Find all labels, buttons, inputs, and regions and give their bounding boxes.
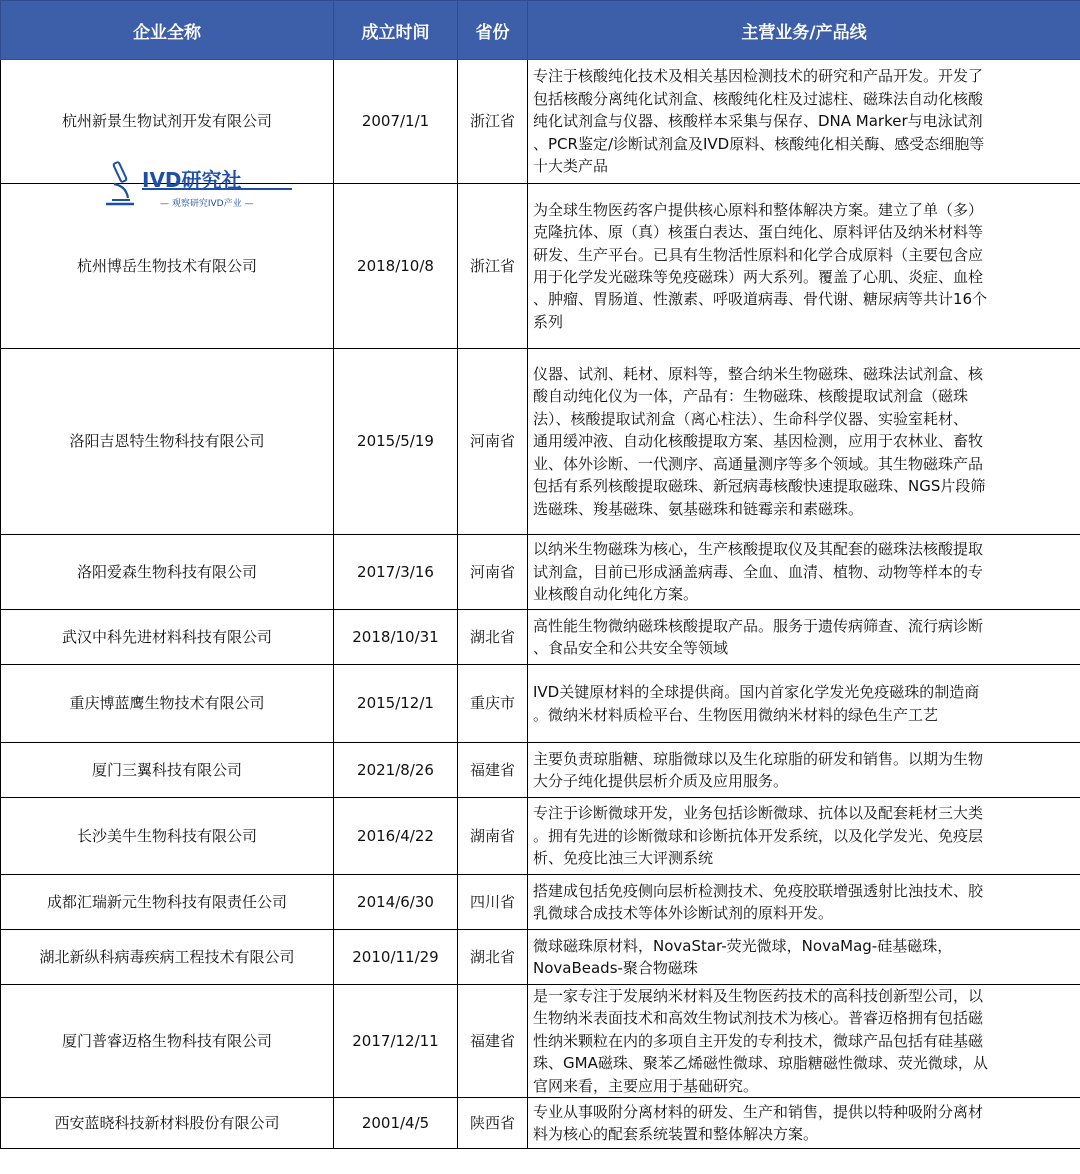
business-line: 、PCR鉴定/诊断试剂盒及IVD原料、核酸纯化相关酶、感受态细胞等 [533,134,985,153]
table-row [1,184,1080,349]
business-cell [528,535,1080,610]
header-business: 主营业务/产品线 [528,1,1080,60]
table-row [1,798,1080,875]
province-cell: 河南省 [458,535,528,610]
business-line: 纯化试剂盒与仪器、核酸样本采集与保存、DNA Marker与电泳试剂 [533,112,983,131]
header-founded: 成立时间 [334,1,458,60]
province-cell: 河南省 [458,349,528,535]
founded-cell: 2015/5/19 [334,349,458,535]
business-line: 选磁珠、羧基磁珠、氨基磁珠和链霉亲和素磁珠。 [533,499,864,518]
business-line: 酸自动纯化仪为一体，产品有：生物磁珠、核酸提取试剂盒（磁珠 [533,387,969,406]
business-cell [528,743,1080,798]
founded-cell: 2001/4/5 [334,1098,458,1149]
business-line: 包括核酸分离纯化试剂盒、核酸纯化柱及过滤柱、磁珠法自动化核酸 [533,89,984,108]
table-row [1,1098,1080,1149]
business-line: 业核酸自动化纯化方案。 [533,585,699,604]
business-line: 析、免疫比浊三大评测系统 [533,849,714,868]
business-line: IVD关键原材料的全球提供商。国内首家化学发光免疫磁珠的制造商 [533,683,980,702]
business-cell [528,875,1080,930]
founded-cell: 2016/4/22 [334,798,458,875]
business-line: 是一家专注于发展纳米材料及生物医药技术的高科技创新型公司，以 [533,987,984,1005]
company-cell: 长沙美牛生物科技有限公司 [1,798,334,875]
business-line: 主要负责琼脂糖、琼脂微球以及生化琼脂的研发和销售。以期为生物 [533,749,984,768]
business-cell [528,60,1080,184]
header-province: 省份 [458,1,528,60]
business-cell [528,349,1080,535]
company-cell: 杭州新景生物试剂开发有限公司 [1,60,334,184]
business-line: 。拥有先进的诊断微球和诊断抗体开发系统，以及化学发光、免疫层 [533,826,984,845]
province-cell: 四川省 [458,875,528,930]
founded-cell: 2017/3/16 [334,535,458,610]
business-line: 官网来看，主要应用于基础研究。 [533,1076,759,1095]
business-line: 料为核心的配套系统装置和整体解决方案。 [533,1125,819,1144]
business-line: 专注于诊断微球开发，业务包括诊断微球、抗体以及配套耗材三大类 [533,804,984,823]
province-cell: 福建省 [458,743,528,798]
business-line: 十大类产品 [533,157,609,176]
business-line: 、肿瘤、胃肠道、性激素、呼吸道病毒、骨代谢、糖尿病等共计16个 [533,290,988,309]
table-row [1,875,1080,930]
business-line: 珠、GMA磁珠、聚苯乙烯磁性微球、琼脂糖磁性微球、荧光微球，从 [533,1054,988,1073]
province-cell: 湖北省 [458,930,528,985]
business-line: 搭建成包括免疫侧向层析检测技术、免疫胶联增强透射比浊技术、胶 [533,881,984,900]
company-cell: 重庆博蓝鹰生物技术有限公司 [1,665,334,743]
business-line: 微球磁珠原材料，NovaStar-荧光微球，NovaMag-硅基磁珠， [533,936,953,955]
business-cell [528,985,1080,1098]
business-cell [528,930,1080,985]
company-cell: 厦门三翼科技有限公司 [1,743,334,798]
table-row [1,665,1080,743]
business-line: 生物纳米表面技术和高效生物试剂技术为核心。普睿迈格拥有包括磁 [533,1009,984,1028]
business-line: 。微纳米材料质检平台、生物医用微纳米材料的绿色生产工艺 [533,705,939,724]
table-row [1,535,1080,610]
founded-cell: 2021/8/26 [334,743,458,798]
business-line: 包括有系列核酸提取磁珠、新冠病毒核酸快速提取磁珠、NGS片段筛 [533,477,986,496]
province-cell: 福建省 [458,985,528,1098]
company-cell: 武汉中科先进材料科技有限公司 [1,610,334,665]
table-row [1,60,1080,184]
founded-cell: 2014/6/30 [334,875,458,930]
business-line: 大分子纯化提供层析介质及应用服务。 [533,772,789,790]
business-line: 研发、生产平台。已具有生物活性原料和化学合成原料（主要包含应 [533,245,984,264]
province-cell: 湖北省 [458,610,528,665]
business-cell [528,798,1080,875]
province-cell: 浙江省 [458,60,528,184]
business-line: 克隆抗体、原（真）核蛋白表达、蛋白纯化、原料评估及纳米材料等 [533,223,984,242]
company-cell: 厦门普睿迈格生物科技有限公司 [1,985,334,1098]
business-line: 业、体外诊断、一代测序、高通量测序等多个领域。其生物磁珠产品 [533,454,984,473]
founded-cell: 2018/10/8 [334,184,458,349]
business-line: 用于化学发光磁珠等免疫磁珠）两大系列。覆盖了心肌、炎症、血栓 [533,268,984,286]
watermark-subtitle: — 观察研究IVD产业 — [160,199,254,209]
business-line: 为全球生物医药客户提供核心原料和整体解决方案。建立了单（多） [533,200,984,219]
company-cell: 杭州博岳生物技术有限公司 [1,184,334,349]
watermark-title: IVD研究社 [142,168,242,192]
table-row [1,610,1080,665]
business-line: 、食品安全和公共安全等领域 [533,639,729,657]
business-line: 仪器、试剂、耗材、原料等，整合纳米生物磁珠、磁珠法试剂盒、核 [533,365,984,384]
business-line: 以纳米生物磁珠为核心，生产核酸提取仪及其配套的磁珠法核酸提取 [533,540,984,559]
table-row [1,349,1080,535]
province-cell: 重庆市 [458,665,528,743]
founded-cell: 2007/1/1 [334,60,458,184]
table-body [1,60,1080,1149]
business-line: 通用缓冲液、自动化核酸提取方案、基因检测，应用于农林业、畜牧 [533,432,984,451]
founded-cell: 2018/10/31 [334,610,458,665]
business-line: 专注于核酸纯化技术及相关基因检测技术的研究和产品开发。开发了 [533,67,984,86]
company-cell: 湖北新纵科病毒疾病工程技术有限公司 [1,930,334,985]
header-row [1,1,1080,60]
founded-cell: 2017/12/11 [334,985,458,1098]
company-cell: 洛阳爱森生物科技有限公司 [1,535,334,610]
business-line: NovaBeads-聚合物磁珠 [533,959,698,977]
table-row [1,743,1080,798]
business-line: 性纳米颗粒在内的多项自主开发的专利技术，微球产品包括有硅基磁 [533,1031,984,1050]
table-row [1,930,1080,985]
founded-cell: 2015/12/1 [334,665,458,743]
founded-cell: 2010/11/29 [334,930,458,985]
business-line: 乳微球合成技术等体外诊断试剂的原料开发。 [533,904,834,922]
province-cell: 陕西省 [458,1098,528,1149]
company-cell: 西安蓝晓科技新材料股份有限公司 [1,1098,334,1149]
business-line: 法）、核酸提取试剂盒（离心柱法）、生命科学仪器、实验室耗材、 [533,409,969,428]
province-cell: 浙江省 [458,184,528,349]
business-line: 高性能生物微纳磁珠核酸提取产品。服务于遗传病筛查、流行病诊断 [533,616,984,635]
table-row [1,985,1080,1098]
business-cell [528,610,1080,665]
company-cell: 洛阳吉恩特生物科技有限公司 [1,349,334,535]
business-cell [528,1098,1080,1149]
business-line: 专业从事吸附分离材料的研发、生产和销售，提供以特种吸附分离材 [533,1102,984,1121]
business-line: 系列 [533,312,564,331]
business-cell [528,665,1080,743]
business-cell [528,184,1080,349]
province-cell: 湖南省 [458,798,528,875]
business-line: 试剂盒，目前已形成涵盖病毒、全血、血清、植物、动物等样本的专 [533,562,984,581]
header-company: 企业全称 [1,1,334,60]
company-cell: 成都汇瑞新元生物科技有限责任公司 [1,875,334,930]
